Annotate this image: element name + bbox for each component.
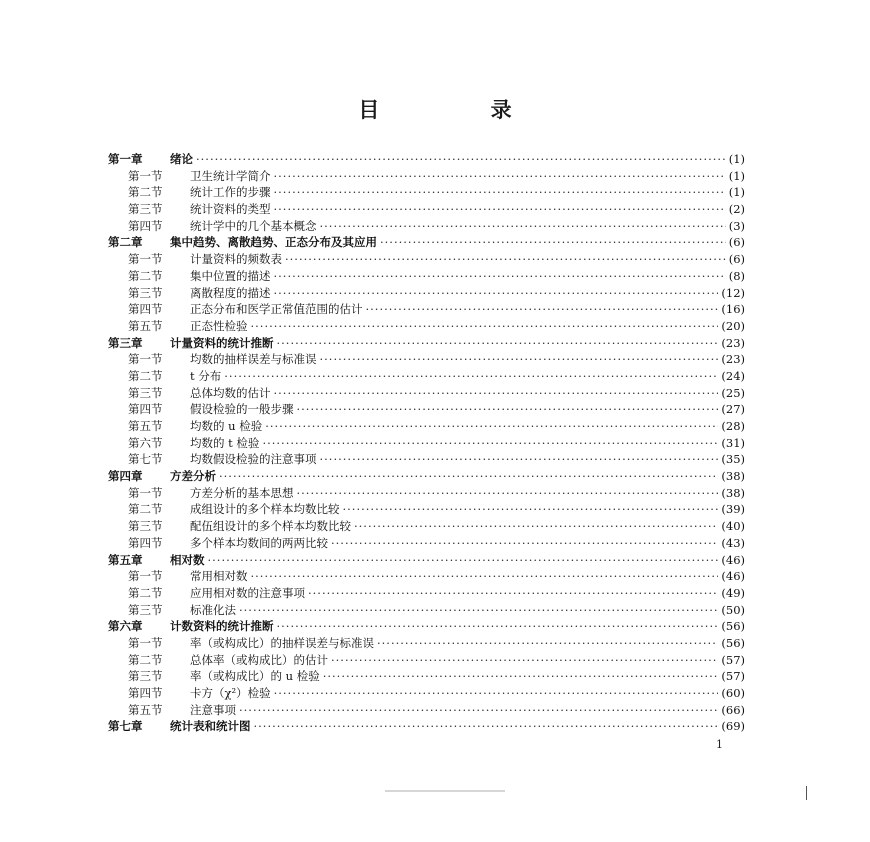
toc-entry-page: (1)	[728, 168, 745, 183]
toc-entry-page: (60)	[721, 686, 745, 700]
toc-section-entry[interactable]	[108, 501, 745, 518]
toc-entry-title: 率（或构成比）的 u 检验	[190, 669, 320, 684]
dot-leader	[277, 335, 719, 352]
dot-leader	[219, 468, 718, 485]
dot-leader	[274, 385, 719, 402]
toc-entry-title: 应用相对数的注意事项	[190, 585, 305, 600]
toc-entry-number: 第二节	[128, 502, 163, 517]
toc-entry-page: (38)	[721, 469, 745, 484]
toc-entry-number: 第一节	[128, 569, 163, 584]
toc-entry-page: (38)	[721, 485, 745, 500]
toc-section-entry[interactable]	[108, 218, 745, 235]
toc-section-entry[interactable]	[108, 351, 745, 368]
toc-section-entry[interactable]	[108, 652, 745, 669]
toc-entry-title: 成组设计的多个样本均数比较	[190, 502, 340, 517]
dot-leader	[380, 234, 726, 251]
toc-entry-title: 卡方（χ²）检验	[190, 686, 271, 700]
toc-entry-title: t 分布	[190, 368, 222, 383]
toc-entry-number: 第七章	[108, 719, 143, 734]
toc-entry-number: 第一节	[128, 168, 163, 183]
toc-section-entry[interactable]	[108, 251, 745, 268]
toc-entry-title: 均数假设检验的注意事项	[190, 452, 317, 467]
toc-entry-page: (46)	[721, 552, 745, 567]
toc-entry-page: (43)	[721, 535, 745, 550]
toc-entry-page: (56)	[721, 635, 745, 650]
toc-section-entry[interactable]	[108, 184, 745, 201]
dot-leader	[251, 318, 719, 335]
dot-leader	[274, 201, 726, 218]
toc-entry-title: 卫生统计学简介	[190, 168, 271, 183]
dot-leader	[239, 702, 718, 719]
toc-section-entry[interactable]	[108, 318, 745, 335]
toc-section-entry[interactable]	[108, 585, 745, 602]
toc-section-entry[interactable]	[108, 168, 745, 185]
toc-entry-title: 集中位置的描述	[190, 268, 271, 283]
dot-leader	[354, 518, 718, 535]
dot-leader	[274, 285, 719, 302]
dot-leader	[297, 485, 719, 502]
toc-entry-page: (31)	[721, 435, 745, 450]
toc-entry-page: (66)	[721, 702, 745, 717]
toc-section-entry[interactable]	[108, 301, 745, 318]
toc-entry-page: (23)	[721, 335, 745, 350]
toc-entry-number: 第二章	[108, 235, 143, 250]
toc-entry-number: 第二节	[128, 585, 163, 600]
toc-section-entry[interactable]	[108, 401, 745, 418]
toc-entry-title: 方差分析的基本思想	[190, 485, 294, 500]
toc-entry-page: (6)	[728, 235, 745, 250]
toc-entry-page: (20)	[721, 318, 745, 333]
dot-leader	[308, 585, 718, 602]
toc-entry-title: 计量资料的统计推断	[170, 335, 274, 350]
toc-entry-number: 第五节	[128, 318, 163, 333]
dot-leader	[320, 218, 726, 235]
dot-leader	[239, 602, 718, 619]
toc-entry-page: (57)	[721, 652, 745, 667]
toc-entry-number: 第一节	[128, 635, 163, 650]
dot-leader	[331, 535, 718, 552]
toc-section-entry[interactable]	[108, 518, 745, 535]
dot-leader	[331, 652, 718, 669]
toc-section-entry[interactable]	[108, 418, 745, 435]
toc-entry-number: 第三节	[128, 519, 163, 534]
toc-entry-page: (50)	[721, 602, 745, 617]
toc-entry-number: 第六章	[108, 619, 143, 634]
toc-entry-page: (57)	[721, 669, 745, 684]
toc-chapter-entry[interactable]	[108, 552, 745, 569]
toc-entry-number: 第三节	[128, 285, 163, 300]
toc-entry-number: 第五节	[128, 702, 163, 717]
toc-section-entry[interactable]	[108, 268, 745, 285]
toc-entry-number: 第三节	[128, 669, 163, 684]
toc-entry-number: 第五章	[108, 552, 143, 567]
dot-leader	[320, 351, 719, 368]
dot-leader	[274, 184, 726, 201]
dot-leader	[320, 451, 719, 468]
toc-chapter-entry[interactable]	[108, 468, 745, 485]
toc-entry-page: (40)	[721, 519, 745, 534]
dot-leader	[208, 552, 719, 569]
toc-entry-number: 第一节	[128, 252, 163, 267]
dot-leader	[274, 685, 719, 702]
toc-section-entry[interactable]	[108, 285, 745, 302]
toc-entry-number: 第四节	[128, 686, 163, 700]
toc-entry-title: 相对数	[170, 552, 205, 567]
dot-leader	[274, 268, 726, 285]
toc-section-entry[interactable]	[108, 635, 745, 652]
toc-entry-number: 第六节	[128, 435, 163, 450]
page-title: 目 录	[358, 97, 564, 122]
toc-section-entry[interactable]	[108, 568, 745, 585]
dot-leader	[297, 401, 719, 418]
toc-entry-number: 第五节	[128, 419, 163, 433]
scan-artifact	[385, 790, 505, 792]
toc-entry-title: 计量资料的频数表	[190, 252, 282, 267]
toc-section-entry[interactable]	[108, 201, 745, 218]
toc-entry-title: 多个样本均数间的两两比较	[190, 535, 328, 550]
toc-entry-number: 第四章	[108, 469, 143, 484]
toc-entry-page: (1)	[728, 185, 745, 200]
toc-section-entry[interactable]	[108, 385, 745, 402]
toc-entry-title: 标准化法	[190, 602, 236, 617]
toc-entry-number: 第三章	[108, 335, 143, 350]
dot-leader	[285, 251, 726, 268]
toc-entry-number: 第二节	[128, 652, 163, 667]
dot-leader	[274, 168, 726, 185]
toc-chapter-entry[interactable]	[108, 151, 745, 168]
edge-mark	[806, 786, 807, 800]
dot-leader	[265, 418, 718, 435]
toc-entry-title: 正态分布和医学正常值范围的估计	[190, 302, 363, 317]
toc-section-entry[interactable]	[108, 535, 745, 552]
dot-leader	[323, 668, 719, 685]
toc-entry-page: (24)	[721, 368, 745, 383]
toc-entry-title: 统计表和统计图	[170, 719, 251, 734]
toc-chapter-entry[interactable]	[108, 618, 745, 635]
toc-entry-page: (49)	[721, 585, 745, 600]
toc-entry-number: 第三节	[128, 385, 163, 400]
toc-entry-title: 均数的 t 检验	[190, 435, 260, 450]
toc-entry-number: 第二节	[128, 185, 163, 200]
toc-entry-title: 绪论	[170, 152, 193, 166]
toc-entry-page: (39)	[721, 502, 745, 517]
toc-entry-title: 均数的 u 检验	[190, 419, 263, 433]
toc-section-entry[interactable]	[108, 451, 745, 468]
toc-entry-number: 第四节	[128, 302, 163, 317]
toc-section-entry[interactable]	[108, 702, 745, 719]
dot-leader	[196, 151, 726, 168]
dot-leader	[377, 635, 718, 652]
toc-entry-number: 第三节	[128, 602, 163, 617]
toc-entry-title: 集中趋势、离散趋势、正态分布及其应用	[170, 235, 377, 250]
toc-entry-number: 第四节	[128, 218, 163, 233]
dot-leader	[224, 368, 718, 385]
toc-entry-title: 方差分析	[170, 469, 216, 484]
toc-entry-page: (16)	[721, 302, 745, 317]
toc-entry-page: (3)	[728, 218, 745, 233]
toc-entry-page: (2)	[728, 202, 745, 217]
toc-entry-title: 计数资料的统计推断	[170, 619, 274, 634]
toc-entry-title: 离散程度的描述	[190, 285, 271, 300]
toc-section-entry[interactable]	[108, 602, 745, 619]
toc-entry-title: 常用相对数	[190, 569, 248, 584]
toc-chapter-entry[interactable]	[108, 718, 745, 735]
toc-entry-number: 第四节	[128, 402, 163, 417]
toc-entry-page: (1)	[728, 152, 745, 166]
toc-entry-title: 总体率（或构成比）的估计	[190, 652, 328, 667]
toc-entry-title: 注意事项	[190, 702, 236, 717]
toc-entry-page: (8)	[728, 268, 745, 283]
dot-leader	[254, 718, 719, 735]
dot-leader	[251, 568, 719, 585]
toc-entry-number: 第七节	[128, 452, 163, 467]
dot-leader	[262, 435, 718, 452]
toc-section-entry[interactable]	[108, 435, 745, 452]
toc-section-entry[interactable]	[108, 668, 745, 685]
table-of-contents	[108, 151, 745, 735]
toc-entry-number: 第二节	[128, 268, 163, 283]
page-number: 1	[716, 738, 723, 751]
toc-entry-title: 率（或构成比）的抽样误差与标准误	[190, 635, 374, 650]
toc-entry-title: 正态性检验	[190, 318, 248, 333]
toc-chapter-entry[interactable]	[108, 335, 745, 352]
toc-entry-page: (6)	[728, 252, 745, 267]
toc-entry-number: 第三节	[128, 202, 163, 217]
toc-entry-page: (56)	[721, 619, 745, 634]
toc-entry-page: (46)	[721, 569, 745, 584]
toc-entry-page: (69)	[721, 719, 745, 734]
toc-entry-page: (25)	[721, 385, 745, 400]
toc-entry-title: 均数的抽样误差与标准误	[190, 352, 317, 367]
toc-section-entry[interactable]	[108, 685, 745, 702]
toc-entry-page: (28)	[721, 419, 745, 433]
toc-entry-title: 配伍组设计的多个样本均数比较	[190, 519, 351, 534]
toc-entry-number: 第四节	[128, 535, 163, 550]
dot-leader	[277, 618, 719, 635]
toc-entry-title: 统计资料的类型	[190, 202, 271, 217]
toc-entry-number: 第一节	[128, 352, 163, 367]
dot-leader	[343, 501, 719, 518]
dot-leader	[366, 301, 719, 318]
toc-entry-number: 第一章	[108, 152, 143, 166]
toc-section-entry[interactable]	[108, 485, 745, 502]
toc-entry-page: (23)	[721, 352, 745, 367]
toc-chapter-entry[interactable]	[108, 234, 745, 251]
toc-entry-page: (12)	[721, 285, 745, 300]
toc-entry-number: 第二节	[128, 368, 163, 383]
toc-entry-title: 统计学中的几个基本概念	[190, 218, 317, 233]
toc-entry-page: (27)	[721, 402, 745, 417]
toc-entry-title: 总体均数的估计	[190, 385, 271, 400]
toc-entry-title: 统计工作的步骤	[190, 185, 271, 200]
toc-entry-number: 第一节	[128, 485, 163, 500]
toc-entry-page: (35)	[721, 452, 745, 467]
toc-section-entry[interactable]	[108, 368, 745, 385]
toc-entry-title: 假设检验的一般步骤	[190, 402, 294, 417]
